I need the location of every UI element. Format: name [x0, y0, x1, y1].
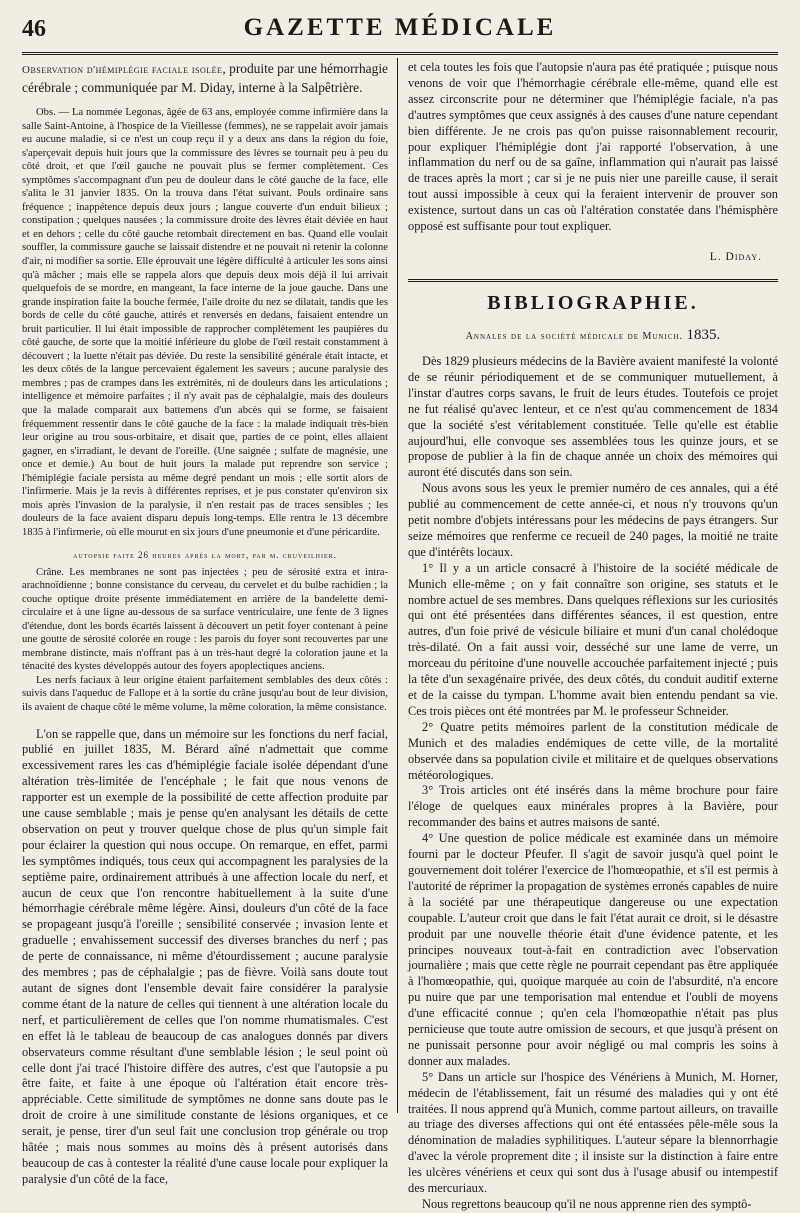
continuation-paragraph: et cela toutes les fois que l'autopsie n'aura pas été pratiquée ; puisque nous venons de voir que l'hémorrhagie cérébrale elle-même, quand elle est assez circonscrite pour ne déterminer que l'hémiplégie faciale, n'a pas d'autres symptômes que ceux assignés à des causes d'une nature cependant bien différente. Je ne crois pas qu'on puisse raisonnablement recourir, pour expliquer l'hémiplégie dont j'ai rapporté l'observation, à une inflammation du nerf ou de sa gaîne, inflammation qui n'aurait pas laissé de traces après la mort ; car si je ne puis nier une pareille cause, il serait tout aussi impossible à ceux qui la feraient intervenir de prouver son existence, surtout dans un cas où l'altération constatée dans l'hémisphère opposé est suffisante pour tout expliquer. [408, 60, 778, 234]
journal-title: GAZETTE MÉDICALE [243, 14, 557, 41]
discussion-body [22, 727, 388, 1188]
right-column [408, 60, 778, 1211]
bibliographie-paragraph: Nous regrettons beaucoup qu'il ne nous apprenne rien des symptô- [422, 1197, 752, 1211]
left-column [22, 60, 388, 1186]
bibliographie-paragraph: 5° Dans un article sur l'hospice des Vénériens à Munich, M. Horner, médecin de l'établissement, fait un résumé des maladies qui y ont été traitées. Il nous apprend qu'à Munich, comme partout ailleurs, on travaille au triage des diverses affections qui ont été entassées pêle-mêle sous la dénomination de maladies syphilitiques. L'auteur sépare la blennorrhagie d'avec la vérole proprement dite ; il insiste sur la distinction à faire entre les ulcères vénériens et ceux qui sont dus à l'usage abusif ou intempestif des mercuriaux. [408, 1069, 778, 1196]
author-signature: L. Diday. [709, 250, 762, 263]
autopsy-paragraph: Les nerfs faciaux à leur origine étaient parfaitement semblables des deux côtés : suivis dans l'aqueduc de Fallope et à la sortie du crâne jusqu'au bout de leur division, ils avaient de chaque côté le même volume, la même coloration, la même consistance. [22, 674, 388, 713]
continuation-body [408, 60, 778, 235]
autopsy-paragraph: Crâne. Les membranes ne sont pas injectées ; peu de sérosité extra et intra-arachnoïdienne ; bonne consistance du cerveau, du cervelet et du bulbe rachidien ; la couche optique droite présente immédiatement en arrière de la bandelette demi-circulaire et à une ligne au-dessous de sa surface ventriculaire, une fente de 3 lignes d'étendue, dont les bords écartés laissent à découvert un petit foyer contenant à peine une goutte de sérosité colorée en rouge : les parois du foyer sont recouvertes par une membrane distincte, mais n'offrant pas à un très-haut degré la coloration jaune et la ténacité des kystes développés autour des foyers apoplectiques anciens. [22, 566, 388, 673]
discussion-paragraph: L'on se rappelle que, dans un mémoire sur les fonctions du nerf facial, publié en juillet 1835, M. Bérard aîné n'admettait que comme excessivement rares les cas d'hémiplégie faciale isolée dépendant d'une altération très-limitée de l'encéphale ; le fait que nous venons de rapporter est un exemple de la possibilité de cette affection produite par une cause semblable ; mais je pense qu'en analysant les détails de cette observation on peut y trouver quelque chose de plus qu'un simple fait pour éclairer la question qui nous occupe. On remarque, en effet, parmi les symptômes indiqués, tous ceux qui accompagnent les paralysies de la septième paire, ordinairement attribués à une affection locale du nerf, et aucun de ceux que l'on rencontre habituellement à la suite d'une hémorrhagie cérébrale même légère. Ainsi, douleurs d'un côté de la face se propageant jusqu'à l'oreille ; sensibilité conservée ; invasion lente et graduelle ; envahissement successif des diverses branches du nerf ; pas de perte de connaissance, ni même d'étourdissement ; aucune paralysie des membres ; pas de céphalalgie ; pas de fièvre. Voilà sans doute tout autant de signes dont l'ensemble devait faire considérer la paralysie comme étant de la nature de celles qui tiennent à une altération locale du nerf, et particulièrement de celles que l'on nomme rhumatismales. C'est en effet là le tableau de beaucoup de cas analogues donnés par divers observateurs comme résultant d'une semblable lésion ; le seul point où celle dont j'ai tracé l'histoire diffère des autres, c'est que l'autopsie a pu être faite, et faite à une époque où l'altération était encore très-appréciable. Cette similitude de symptômes ne donne sans doute pas le droit de croire à une similitude constante de lésions organiques, et ce serait, je pense, tirer d'un seul fait une conclusion trop générale ou trop hâtée ; mais nous sommes au moins dès à présent autorisés dans beaucoup de cas à contester la réalité d'une cause locale pour expliquer la paralysie d'un côté de la face, [22, 726, 388, 1186]
bibliographie-subtitle-text: Annales de la société médicale de Munich. [465, 330, 684, 342]
bibliographie-subtitle [408, 327, 778, 344]
observation-title-smallcaps: Observation d'hémiplégie faciale isolée [22, 64, 223, 76]
bibliographie-paragraph: Nous avons sous les yeux le premier numéro de ces annales, qui a été publié au commencement de cette année-ci, et nous n'y trouvons qu'un petit nombre d'objets intéressans pour les médecins de pays étrangers. Sur seize mémoires que renferme ce recueil de 240 pages, la moitié ne traite que d'intérêts locaux. [408, 481, 778, 559]
page-number: 46 [22, 16, 46, 42]
bibliographie-paragraph: 3° Trois articles ont été insérés dans la même brochure pour faire l'éloge de quelques eaux minérales propres à la Bavière, pour recommander des bains et autres maisons de santé. [408, 783, 778, 830]
bibliographie-title: BIBLIOGRAPHIE. [487, 291, 699, 314]
observation-title-rest: , produite par une hémorrhagie cérébrale ; communiquée par M. Diday, interne à la Salpêtrière. [22, 61, 388, 95]
bibliographie-paragraph: 2° Quatre petits mémoires parlent de la constitution médicale de Munich et des maladies endémiques de cette ville, de la mortalité observée dans sa population civile et militaire et de quelques observations météorologiques. [408, 719, 778, 782]
column-divider [397, 58, 398, 1113]
observation-title [22, 60, 388, 96]
bibliographie-paragraph: 1° Il y a un article consacré à l'histoire de la société médicale de Munich elle-même ; on y fait connaître son origine, ses statuts et le nombre actuel de ses membres. Dans quelques réflexions sur les curiosités qui ont été présentées dans différentes séances, il est question, entre autres, d'un foie privé de vésicule biliaire et muni d'un canal cholédoque très-dilaté. On a fait aussi voir, desséché sur une lame de verre, un morceau du péritoine d'une nouvelle accouchée parfaitement injecté ; puis la tête d'un sexagénaire privée, des deux côtés, du conduit auditif externe et de la caisse du tympan. L'homme avait bien entendu pendant sa vie. Ces trois pièces ont été montrées par M. le professeur Schneider. [408, 560, 778, 718]
section-rule [408, 279, 778, 282]
bibliographie-year: 1835. [686, 326, 721, 343]
bibliographie-body [408, 354, 778, 1213]
bibliographie-paragraph: Dès 1829 plusieurs médecins de la Bavière avaient manifesté la volonté de se réunir périodiquement et de se communiquer mutuellement, à l'instar d'autres corps savans, le fruit de leurs études. Toutefois ce projet ne fut réalisé qu'avec lenteur, et ce n'est qu'au commencement de 1834 que la société s'est véritablement constituée. Telle qu'elle est établie aujourd'hui, elle convoque ses assemblées tous les quinze jours, et se propose de publier à la fin de chaque année un choix des mémoires qui auront été discutés dans son sein. [408, 353, 778, 480]
autopsy-title: autopsie faite 26 heures après la mort, par m. cruveilhier. [73, 549, 337, 560]
autopsy-body [22, 566, 388, 715]
page-header [22, 12, 778, 48]
header-rule [22, 52, 778, 55]
bibliographie-paragraph: 4° Une question de police médicale est examinée dans un mémoire fourni par le docteur Pfeufer. Il s'agit de savoir jusqu'à quel point le gouvernement doit tolérer l'exercice de l'homœopathie, et s'il est permis à l'autorité de réprimer la propagation de systèmes erronés capables de nuire à la société par une thérapeutique dangereuse ou une expectation coupable. L'auteur croit que dans le fait l'état aurait ce droit, si le désastre produit par une nouvelle théorie était d'une évidence patente, et les principes nouveaux tout-à-fait en contradiction avec l'observation journalière ; mais que cette règle ne pourrait cependant pas être appliquée à l'homœopathie, qui, quoique marquée au coin de l'absurdité, n'a encore pu nuire que par une temporisation mal entendue et l'oubli de moyens d'une efficacité connue ; qu'en cela l'homœopathie n'était pas plus pernicieuse que toute autre omission de secours, et que jusqu'à présent on ne punissait personne pour avoir négligé ou mal compris les soins à donner aux malades. [408, 831, 778, 1068]
observation-body [22, 106, 388, 540]
observation-paragraph: Obs. — La nommée Legonas, âgée de 63 ans, employée comme infirmière dans la salle Saint-Antoine, à l'hospice de la Vieillesse (femmes), ne se rappelait avoir jamais eu aucune maladie, si ce n'est un coup reçu il y a deux ans dans la région du foie, s'aperçevait depuis huit jours que la commissure des lèvres se tournait peu à peu du côté droit, et que l'œil gauche ne pouvait plus se fermer complètement. Ces symptômes s'accompagnant d'un peu de douleur dans le côté gauche de la face, elle s'alita le 31 janvier 1835. On la trouva dans l'état suivant. Pouls ordinaire sans fréquence ; inappétence depuis deux jours ; langue couverte d'un enduit bilieux ; constipation ; quelques nausées ; la commissure droite des lèvres était déviée en haut et en dehors ; celle du côté gauche retombait directement en bas. Quand elle voulait souffler, la commissure gauche se laissait distendre et ne pouvait ni retenir la colonne d'air, ni modifier sa sortie. Elle éprouvait une légère difficulté à articuler les sons ainsi qu'à mâcher ; mais elle se rappela alors que depuis deux mois déjà il lui arrivait quelquefois de se mordre, en mangeant, la face interne de la joue gauche. Dans une grande inspiration faite la bouche fermée, l'aile droite du nez se dilatait, tandis que les bords de celle du côté gauche, attirés et renversés en dedans, faisaient entendre un bruit particulier. Il lui était impossible de rapprocher complètement les paupières du côté gauche, de sorte que la moitié inférieure du globe de l'œil restait constamment à découvert ; la luette n'était pas déviée. Du reste la sensibilité générale était intacte, et les deux côtés de la langue percevaient également les saveurs ; aucune paralysie des membres ; pas de crampes dans les extrémités, ni de douleurs dans les articulations ; intelligence et mémoire parfaites ; il n'y avait pas de céphalalgie, mais des douleurs que la malade comparait aux battemens d'un abcès qui se forme, se faisaient fréquemment ressentir dans le côté gauche de la face : la malade indiquait très-bien leur origine au trou sous-orbitaire, et disait que, parties de ce point, elles allaient gagner, en s'irradiant, le devant de l'oreille. (Une saignée ; sulfate de magnésie, une once et demie.) Au bout de huit jours la malade put reprendre son service ; l'hémiplégie faciale persista au même degré pendant un mois ; elle sortit alors de l'infirmerie. Mais je la revis à différentes reprises, et je pus constater qu'environ six mois après l'invasion de la paralysie, il n'en restait pas de traces sensibles ; les douleurs de la face avaient disparu depuis long-temps. Elle rentra le 13 décembre 1835 à l'infirmerie, où elle mourut en six jours d'une pneumonie et d'une péricardite. [22, 107, 388, 538]
